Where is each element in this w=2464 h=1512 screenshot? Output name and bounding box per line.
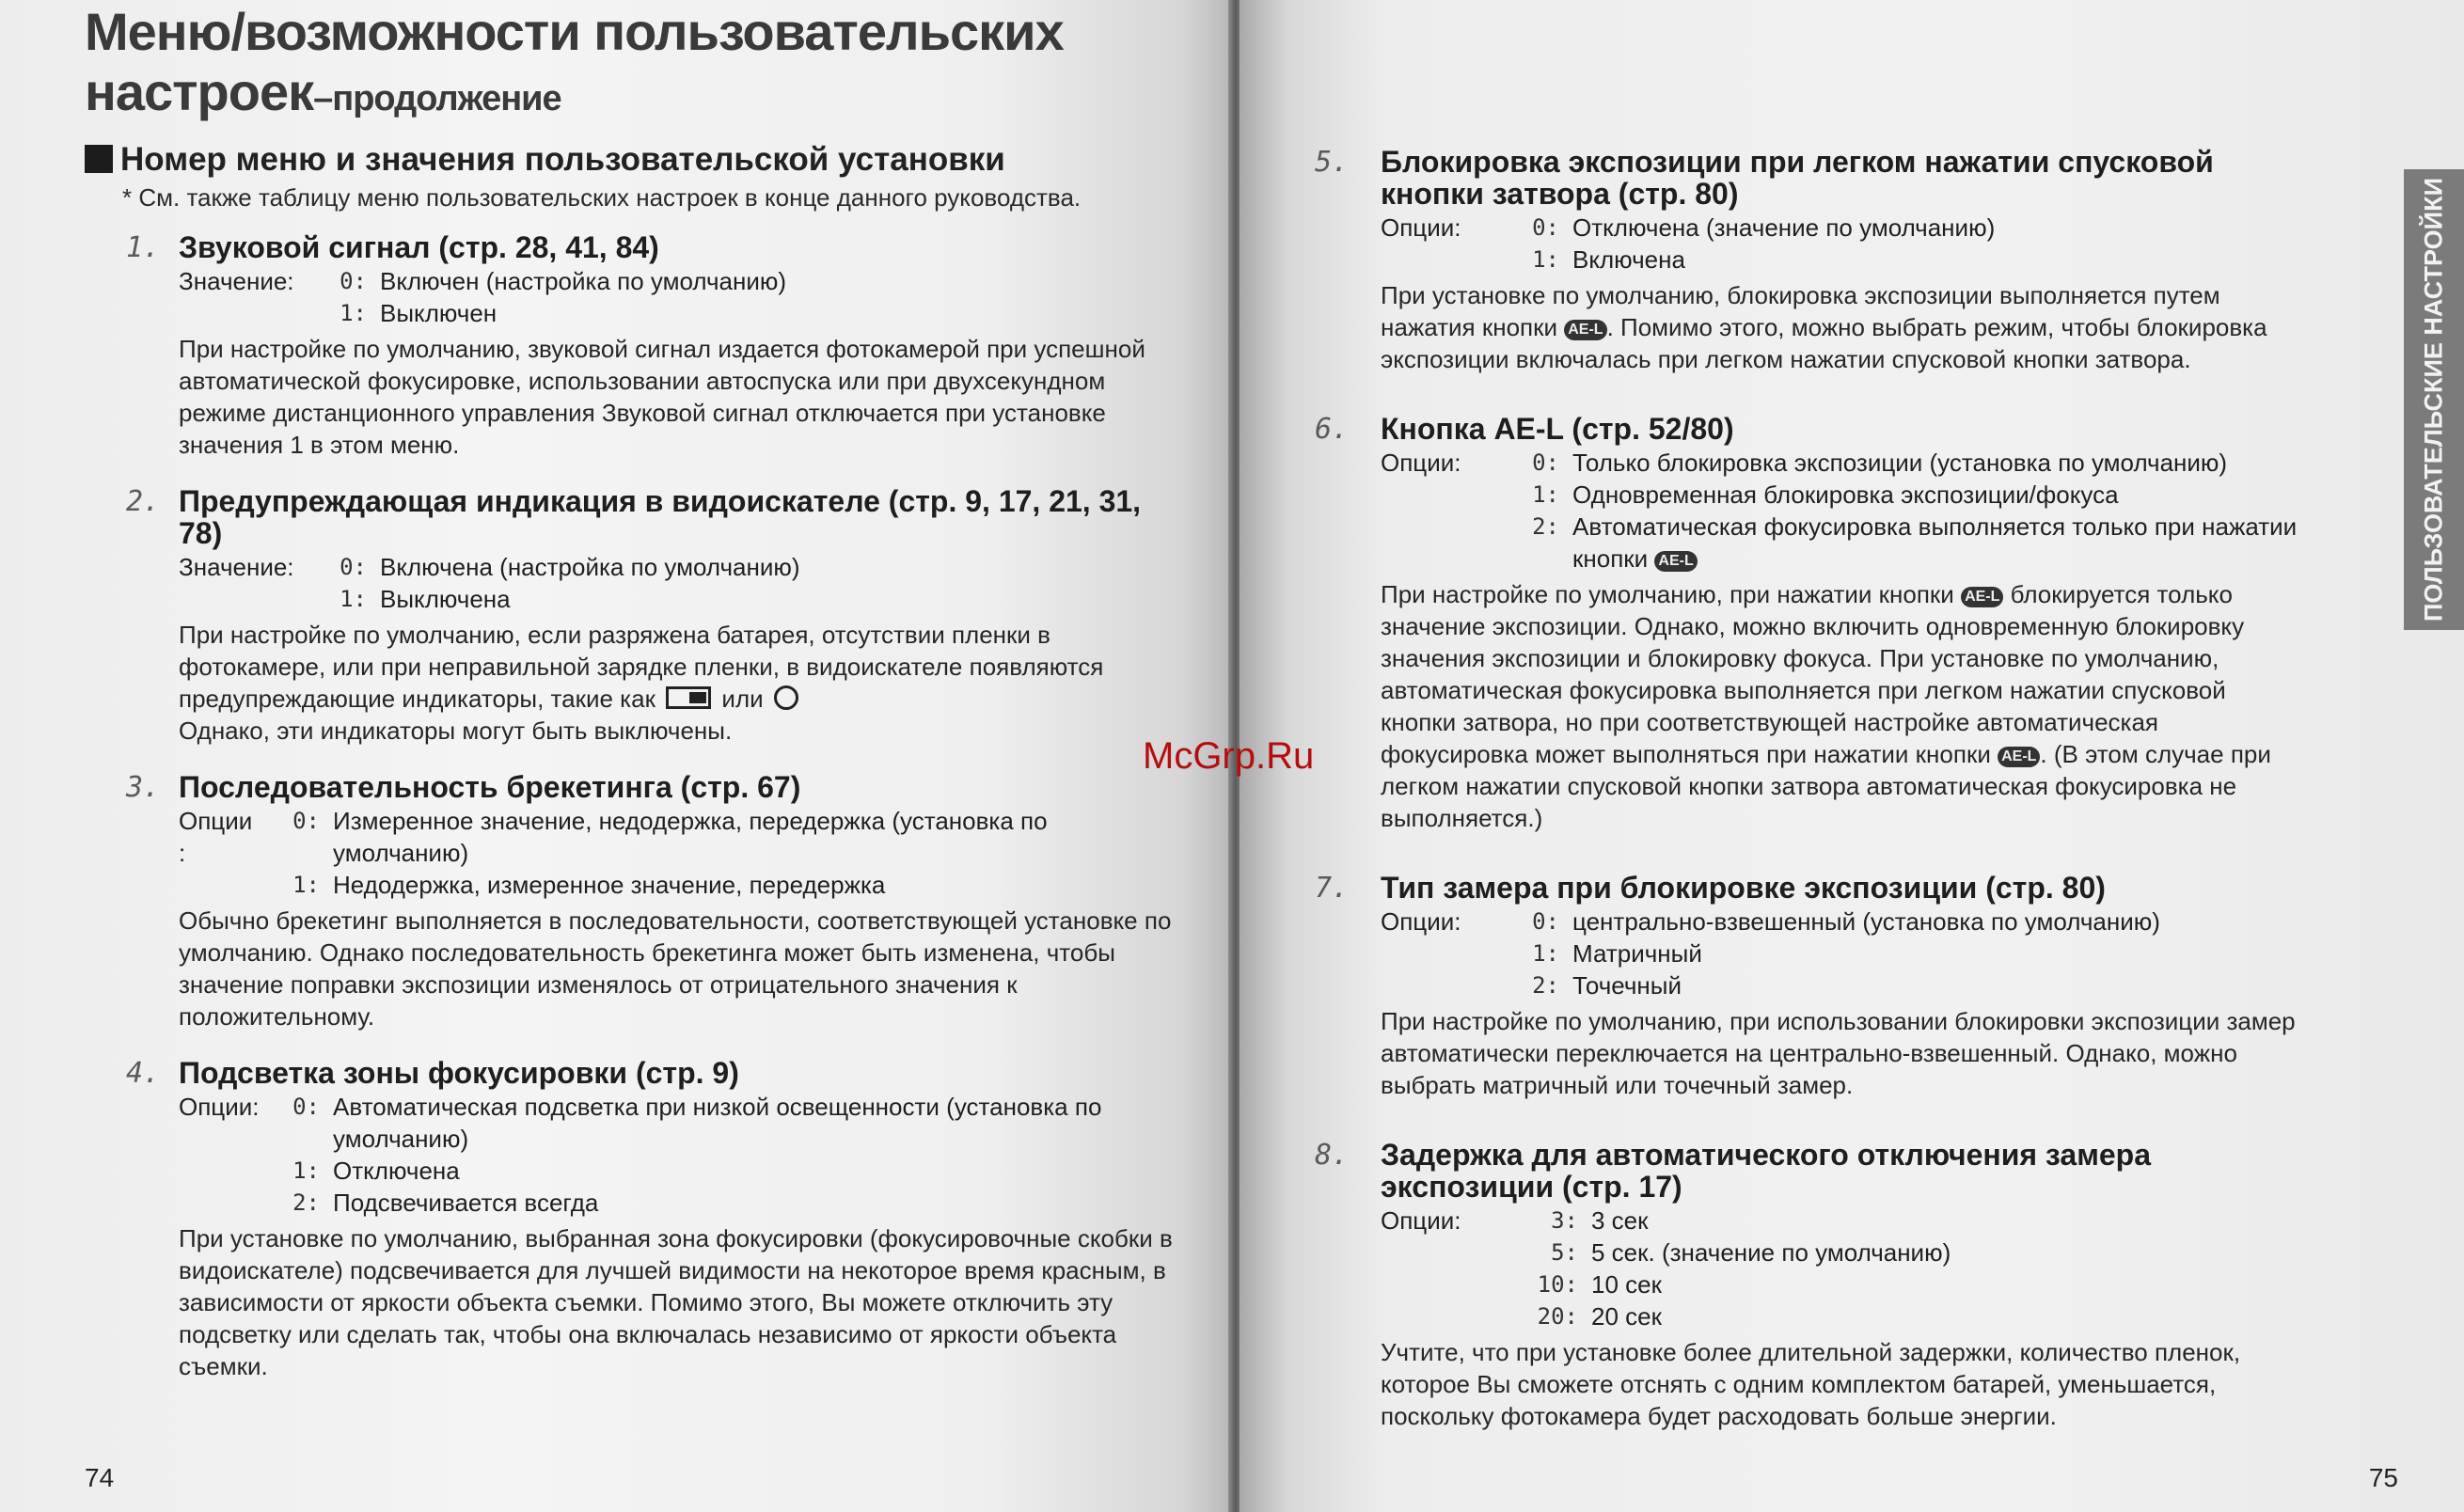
right-page bbox=[1240, 0, 2464, 1512]
option-row bbox=[1381, 1236, 2304, 1268]
options-list bbox=[179, 1091, 1176, 1219]
option-row bbox=[1381, 447, 2304, 479]
item-description bbox=[1381, 279, 2304, 375]
option-text: Отключена bbox=[333, 1157, 460, 1185]
option-text: центрально-взвешенный (установка по умолчанию) bbox=[1572, 907, 2160, 936]
desc-part1: При настройке по умолчанию, если разряжена батарея, отсутствии пленки в фотокамере, или при неправильной зарядке пленки, в видоискателе появляются предупреждающие индикаторы, такие как bbox=[179, 621, 1104, 713]
option-text: 3 сек bbox=[1591, 1206, 1649, 1235]
option-key: 0: bbox=[292, 1094, 320, 1120]
option-key: 1: bbox=[340, 300, 367, 326]
options-list bbox=[1381, 1205, 2304, 1332]
option-text: Точечный bbox=[1572, 971, 1682, 1000]
page-number-right: 75 bbox=[2368, 1463, 2398, 1492]
menu-item-4 bbox=[85, 1057, 1176, 1382]
option-text: Включен (настройка по умолчанию) bbox=[380, 267, 787, 295]
option-key: 0: bbox=[1532, 214, 1559, 241]
desc-part2: . Помимо этого, можно выбрать режим, чтобы блокировка экспозиции включалась при легком нажатии спусковой кнопки затвора. bbox=[1381, 313, 2267, 373]
menu-item-2 bbox=[85, 485, 1176, 747]
option-key: 2: bbox=[1532, 513, 1559, 540]
ael-button-icon: AE-L bbox=[1961, 587, 2003, 607]
item-description: При установке по умолчанию, выбранная зона фокусировки (фокусировочные скобки в видоискателе) подсвечивается для лучшей видимости на некоторое время красным, в зависимости от яркости объекта съемки. Помимо этого, Вы можете отключить эту подсветку или сделать так, чтобы она включалась независимо от яркости объекта съемки. bbox=[179, 1224, 1173, 1380]
options-label: Значение: bbox=[179, 267, 294, 295]
options-label: Значение: bbox=[179, 553, 294, 581]
title-line1: Меню/возможности пользовательских bbox=[85, 2, 1064, 61]
options-label: Опции: bbox=[179, 1093, 260, 1121]
option-row bbox=[1381, 1205, 2304, 1236]
menu-item-3 bbox=[85, 771, 1176, 1032]
item-number: 1. bbox=[126, 231, 161, 264]
option-text: 5 сек. (значение по умолчанию) bbox=[1591, 1238, 1951, 1267]
option-key: 10: bbox=[1537, 1271, 1578, 1298]
page-number-left: 74 bbox=[85, 1463, 115, 1492]
option-text: Автоматическая подсветка при низкой освещенности (установка по умолчанию) bbox=[333, 1093, 1102, 1153]
option-row bbox=[179, 1091, 1176, 1155]
desc-part2: Однако, эти индикаторы могут быть выключены. bbox=[179, 717, 733, 745]
option-key: 1: bbox=[1532, 940, 1559, 967]
option-row bbox=[179, 1187, 1176, 1219]
desc-part1: При установке по умолчанию, блокировка экспозиции выполняется путем нажатия кнопки bbox=[1381, 281, 2220, 341]
option-text: Подсвечивается всегда bbox=[333, 1189, 599, 1217]
option-row bbox=[179, 869, 1176, 901]
item-title: Подсветка зоны фокусировки (стр. 9) bbox=[179, 1056, 739, 1090]
clock-icon bbox=[774, 685, 798, 710]
item-number: 7. bbox=[1315, 872, 1350, 905]
options-label: Опции: bbox=[1381, 1206, 1461, 1235]
options-list bbox=[1381, 212, 2304, 276]
item-title: Звуковой сигнал (стр. 28, 41, 84) bbox=[179, 230, 659, 264]
option-text-part: Автоматическая фокусировка выполняется только при нажатии кнопки bbox=[1572, 512, 2298, 573]
option-row bbox=[1381, 1300, 2304, 1332]
option-row bbox=[1381, 511, 2304, 575]
option-row bbox=[1381, 479, 2304, 511]
option-row bbox=[179, 297, 1176, 329]
title-suffix: –продолжение bbox=[313, 79, 561, 118]
option-text: Выключен bbox=[380, 299, 498, 327]
option-text: Матричный bbox=[1572, 939, 1702, 968]
options-list bbox=[1381, 906, 2304, 1001]
section-title bbox=[85, 139, 1176, 181]
option-text: 20 сек bbox=[1591, 1302, 1662, 1331]
option-key: 0: bbox=[340, 268, 367, 294]
option-row bbox=[1381, 969, 2304, 1001]
option-key: 20: bbox=[1537, 1303, 1578, 1330]
option-key: 1: bbox=[1532, 481, 1559, 508]
item-title: Предупреждающая индикация в видоискателе (стр. 9, 17, 21, 31, 78) bbox=[179, 484, 1142, 550]
menu-item-7 bbox=[1305, 872, 2304, 1101]
option-text: 10 сек bbox=[1591, 1270, 1662, 1299]
option-key: 1: bbox=[292, 872, 320, 898]
item-number: 4. bbox=[126, 1057, 161, 1090]
item-title: Задержка для автоматического отключения замера экспозиции (стр. 17) bbox=[1381, 1138, 2152, 1204]
option-row bbox=[179, 805, 1176, 869]
item-title: Кнопка AE-L (стр. 52/80) bbox=[1381, 412, 1734, 446]
option-key: 2: bbox=[1532, 972, 1559, 999]
option-row bbox=[1381, 937, 2304, 969]
item-description: Учтите, что при установке более длительной задержки, количество пленок, которое Вы сможете отснять с одним комплектом батарей, уменьшается, поскольку фотокамера будет расходовать больше энергии. bbox=[1381, 1338, 2241, 1430]
item-title: Блокировка экспозиции при легком нажатии спусковой кнопки затвора (стр. 80) bbox=[1381, 145, 2214, 211]
options-list bbox=[179, 265, 1176, 329]
option-text: Недодержка, измеренное значение, передержка bbox=[333, 871, 886, 899]
option-key: 2: bbox=[292, 1189, 320, 1216]
ael-button-icon: AE-L bbox=[1654, 551, 1697, 572]
option-key: 0: bbox=[340, 554, 367, 580]
title-line2: настроек bbox=[85, 62, 314, 121]
option-row bbox=[179, 1155, 1176, 1187]
item-title: Тип замера при блокировке экспозиции (стр. 80) bbox=[1381, 871, 2106, 905]
ael-button-icon: AE-L bbox=[1998, 747, 2040, 767]
option-key: 1: bbox=[292, 1158, 320, 1184]
menu-item-6 bbox=[1305, 413, 2304, 834]
options-label: Опции: bbox=[1381, 449, 1461, 477]
option-row bbox=[1381, 212, 2304, 244]
ael-button-icon: AE-L bbox=[1564, 320, 1606, 340]
option-text bbox=[1572, 511, 2304, 575]
item-number: 3. bbox=[126, 771, 161, 804]
options-list bbox=[179, 551, 1176, 615]
options-label: Опции : bbox=[179, 807, 253, 867]
menu-item-5 bbox=[1305, 146, 2304, 375]
desc-or: или bbox=[721, 685, 764, 713]
option-text: Измеренное значение, недодержка, передержка (установка по умолчанию) bbox=[333, 807, 1048, 867]
option-key: 1: bbox=[1532, 246, 1559, 273]
option-key: 5: bbox=[1551, 1239, 1578, 1266]
option-text: Одновременная блокировка экспозиции/фокуса bbox=[1572, 480, 2119, 509]
option-key: 1: bbox=[340, 586, 367, 612]
item-number: 6. bbox=[1315, 413, 1350, 446]
item-title: Последовательность брекетинга (стр. 67) bbox=[179, 770, 801, 804]
side-tab-label: ПОЛЬЗОВАТЕЛЬСКИЕ НАСТРОЙКИ bbox=[2419, 178, 2448, 622]
section-note: * См. также таблицу меню пользовательских настроек в конце данного руководства. bbox=[122, 183, 1082, 212]
desc-part1: При настройке по умолчанию, при нажатии кнопки bbox=[1381, 580, 1954, 608]
option-row bbox=[179, 551, 1176, 583]
option-text: Включена bbox=[1572, 245, 1685, 274]
desc-part3: . (В этом случае при легком нажатии спусковой кнопки затвора автоматическая фокусировка не выполняется.) bbox=[1381, 740, 2271, 832]
item-number: 8. bbox=[1315, 1139, 1350, 1172]
item-description bbox=[179, 619, 1176, 747]
menu-item-1 bbox=[85, 231, 1176, 461]
item-number: 5. bbox=[1315, 146, 1350, 179]
section-square-icon bbox=[85, 145, 113, 173]
item-description bbox=[1381, 578, 2304, 834]
option-key: 3: bbox=[1551, 1207, 1578, 1234]
option-row bbox=[179, 265, 1176, 297]
option-text: Только блокировка экспозиции (установка по умолчанию) bbox=[1572, 449, 2228, 477]
battery-icon bbox=[666, 686, 711, 709]
section-title-text: Номер меню и значения пользовательской установки bbox=[120, 141, 1005, 178]
item-description: При настройке по умолчанию, звуковой сигнал издается фотокамерой при успешной автоматической фокусировке, использовании автоспуска или при двухсекундном режиме дистанционного управления Звуковой сигнал отключается при установке значения 1 в этом меню. bbox=[179, 335, 1145, 459]
item-description: При настройке по умолчанию, при использовании блокировки экспозиции замер автоматически переключается на центрально-взвешенный. Однако, можно выбрать матричный или точечный замер. bbox=[1381, 1007, 2296, 1099]
options-list bbox=[1381, 447, 2304, 575]
menu-item-8 bbox=[1305, 1139, 2304, 1432]
options-label: Опции: bbox=[1381, 213, 1461, 242]
option-text: Отключена (значение по умолчанию) bbox=[1572, 213, 1996, 242]
option-row bbox=[1381, 906, 2304, 937]
option-text: Включена (настройка по умолчанию) bbox=[380, 553, 800, 581]
option-key: 0: bbox=[292, 808, 320, 834]
item-description: Обычно брекетинг выполняется в последовательности, соответствующей установке по умолчанию. Однако последовательность брекетинга может быть изменена, чтобы значение поправки экспозиции изменялось от отрицательного значения к положительному. bbox=[179, 906, 1172, 1031]
options-label: Опции: bbox=[1381, 907, 1461, 936]
options-list bbox=[179, 805, 1176, 901]
option-row bbox=[1381, 244, 2304, 276]
side-tab bbox=[2404, 169, 2464, 630]
option-text: Выключена bbox=[380, 585, 511, 613]
option-key: 0: bbox=[1532, 449, 1559, 476]
item-number: 2. bbox=[126, 485, 161, 518]
option-row bbox=[179, 583, 1176, 615]
watermark: McGrp.Ru bbox=[1143, 735, 1315, 777]
page-title bbox=[85, 2, 1176, 122]
option-row bbox=[1381, 1268, 2304, 1300]
option-key: 0: bbox=[1532, 908, 1559, 935]
desc-part2: блокируется только значение экспозиции. Однако, можно включить одновременную блокировку значения экспозиции и блокировку фокуса. При установке по умолчанию, автоматическая фокусировка выполняется при легком нажатии спусковой кнопки затвора, но при соответствующей настройке автоматическая фокусировка может выполняться при нажатии кнопки bbox=[1381, 580, 2245, 768]
